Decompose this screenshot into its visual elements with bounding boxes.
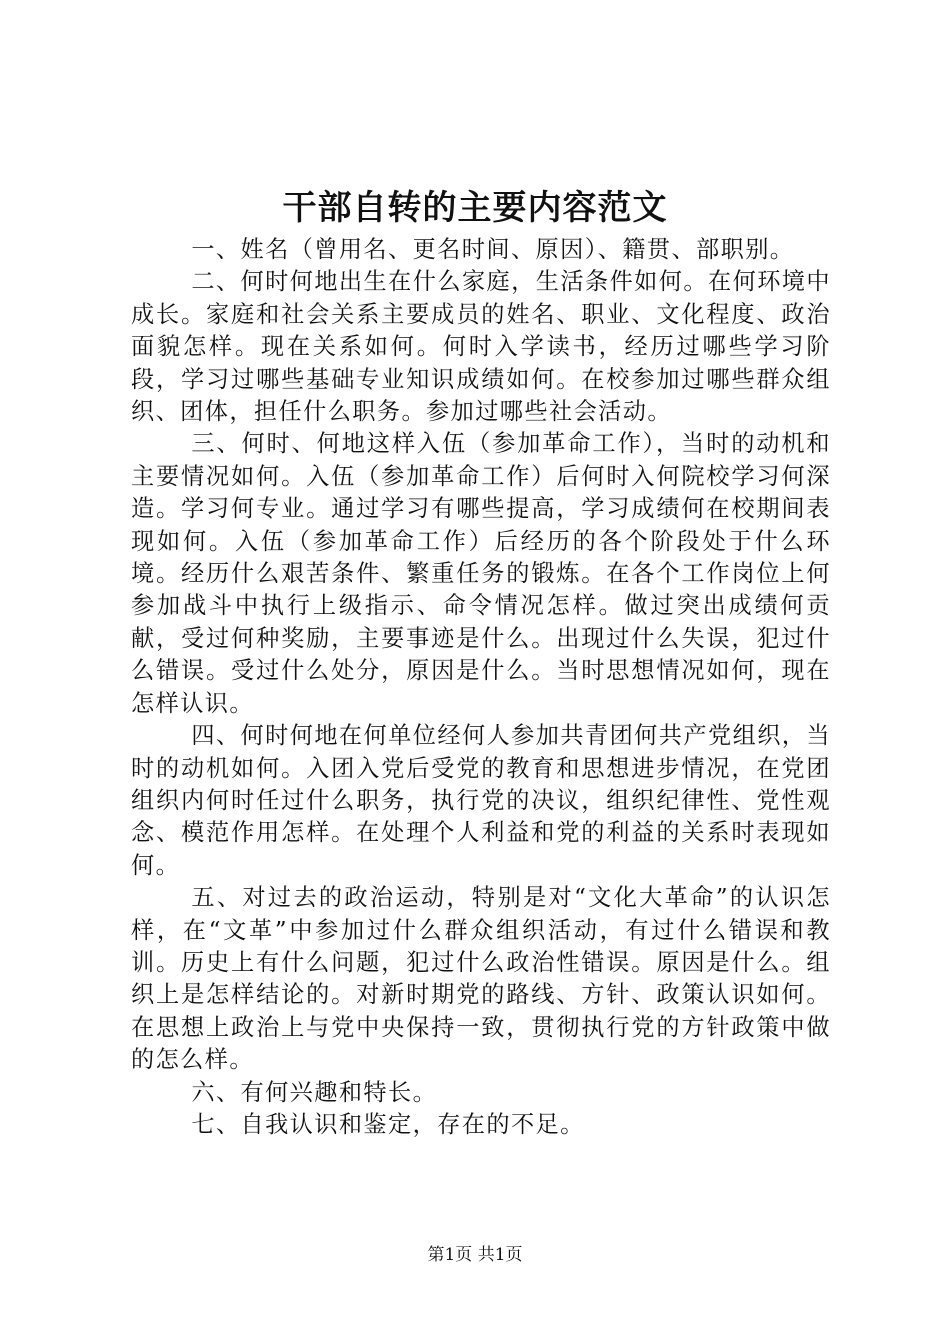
paragraph-5: 五、对过去的政治运动，特别是对“文化大革命”的认识怎样，在“文革”中参加过什么群众组织活动，有过什么错误和教训。历史上有什么问题，犯过什么政治性错误。原因是什么。组织上是怎样结论的。对新时期党的路线、方针、政策认识如何。在思想上政治上与党中央保持一致，贯彻执行党的方针政策中做的怎么样。	[131, 884, 831, 1074]
document-title: 干部自转的主要内容范文	[282, 188, 668, 228]
paragraph-6: 六、有何兴趣和特长。	[191, 1078, 438, 1106]
paragraph-3: 三、何时、何地这样入伍（参加革命工作），当时的动机和主要情况如何。入伍（参加革命工作）后何时入何院校学习何深造。学习何专业。通过学习有哪些提高，学习成绩何在校期间表现如何。入伍（参加革命工作）后经历的各个阶段处于什么环境。经历什么艰苦条件、繁重任务的锻炼。在各个工作岗位上何参加战斗中执行上级指示、命令情况怎样。做过突出成绩何贡献，受过何种奖励，主要事迹是什么。出现过什么失误，犯过什么错误。受过什么处分，原因是什么。当时思想情况如何，现在怎样认识。	[131, 430, 831, 717]
paragraph-7: 七、自我认识和鉴定，存在的不足。	[191, 1110, 585, 1138]
document-body	[131, 234, 831, 1141]
paragraph-2: 二、何时何地出生在什么家庭，生活条件如何。在何环境中成长。家庭和社会关系主要成员的姓名、职业、文化程度、政治面貌怎样。现在关系如何。何时入学读书，经历过哪些学习阶段，学习过哪些基础专业知识成绩如何。在校参加过哪些群众组织、团体，担任什么职务。参加过哪些社会活动。	[131, 268, 831, 426]
paragraph-1: 一、姓名（曾用名、更名时间、原因）、籍贯、部职别。	[191, 236, 795, 263]
paragraph-4: 四、何时何地在何单位经何人参加共青团何共产党组织，当时的动机如何。入团入党后受党的教育和思想进步情况，在党团组织内何时任过什么职务，执行党的决议，组织纪律性、党性观念、模范作用怎样。在处理个人利益和党的利益的关系时表现如何。	[131, 722, 831, 879]
page-number-footer: 第1页 共1页	[427, 1245, 523, 1265]
